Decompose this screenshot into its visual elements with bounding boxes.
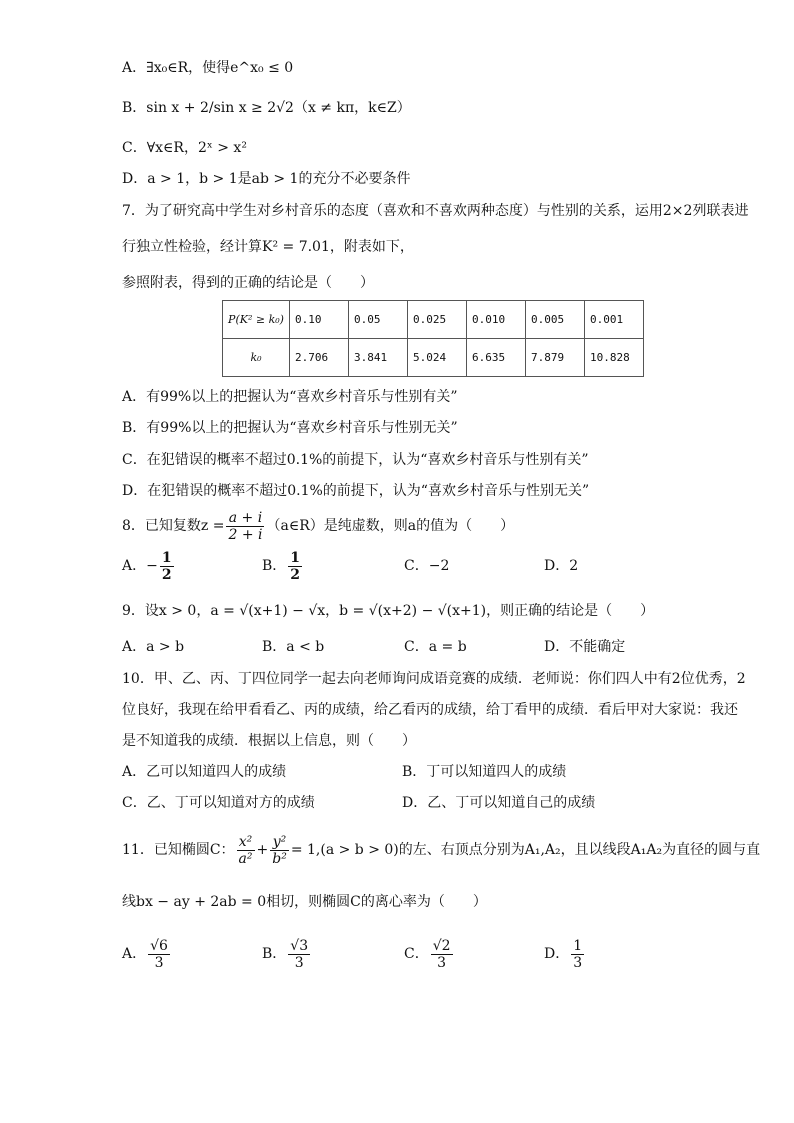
q11-option-a-fraction	[148, 938, 170, 971]
q8-frac-den: 2 + i	[228, 526, 263, 543]
frac-den: 2	[161, 566, 172, 583]
q8-option-b[interactable]	[262, 548, 304, 584]
q8-option-a-label: A．−	[122, 558, 158, 574]
frac-den: 3	[154, 954, 164, 971]
q7-option-c[interactable]: C．在犯错误的概率不超过0.1%的前提下，认为“喜欢乡村音乐与性别有关”	[122, 452, 589, 468]
q11-option-d-fraction	[571, 938, 584, 971]
q11-option-d[interactable]	[544, 936, 586, 972]
q10-stem-line2: 位良好，我现在给甲看看乙、丙的成绩，给乙看丙的成绩，给丁看甲的成绩．看后甲对大家说：我还	[122, 702, 738, 718]
q8-option-b-label: B．	[262, 558, 287, 574]
table-cell: 0.025	[408, 301, 467, 339]
table-header-cell: k₀	[223, 339, 290, 377]
table-cell: 2.706	[290, 339, 349, 377]
q11-middle: = 1,(a > b > 0)的左、右顶点分别为A₁,A₂，且以线段A₁A₂为直径的圆与直	[290, 842, 761, 858]
frac-den: 3	[294, 954, 304, 971]
table-cell: 0.10	[290, 301, 349, 339]
q11-option-a-label: A．	[122, 946, 147, 962]
frac-num: x²	[237, 834, 255, 851]
q10-option-d[interactable]: D．乙、丁可以知道自己的成绩	[402, 795, 596, 811]
table-row	[223, 339, 644, 377]
q7-option-a[interactable]: A．有99%以上的把握认为“喜欢乡村音乐与性别有关”	[122, 389, 458, 405]
q11-option-a[interactable]	[122, 936, 172, 972]
q7-stem-line1: 7．为了研究高中学生对乡村音乐的态度（喜欢和不喜欢两种态度）与性别的关系，运用2×2列联表进	[122, 203, 749, 219]
q7-option-b[interactable]: B．有99%以上的把握认为“喜欢乡村音乐与性别无关”	[122, 420, 458, 436]
q11-option-b-fraction	[288, 938, 310, 971]
q11-option-c[interactable]	[404, 936, 455, 972]
table-cell: 0.010	[467, 301, 526, 339]
table-cell: 10.828	[585, 339, 644, 377]
q6-option-c[interactable]: C．∀x∈R，2ˣ > x²	[122, 140, 247, 156]
q8-suffix: （a∈R）是纯虚数，则a的值为（ ）	[266, 518, 515, 534]
frac-num: 1	[573, 937, 583, 954]
table-cell: 7.879	[526, 339, 585, 377]
q7-reference-table	[222, 300, 644, 377]
frac-num: √6	[150, 937, 168, 954]
q6-option-d[interactable]: D．a > 1，b > 1是ab > 1的充分不必要条件	[122, 171, 411, 187]
q10-option-c[interactable]: C．乙、丁可以知道对方的成绩	[122, 795, 315, 811]
q9-option-d[interactable]: D．不能确定	[544, 639, 626, 655]
q9-option-a[interactable]: A．a > b	[122, 639, 185, 655]
q11-prefix: 11．已知椭圆C：	[122, 842, 235, 858]
table-cell: 0.005	[526, 301, 585, 339]
q10-option-b[interactable]: B．丁可以知道四人的成绩	[402, 764, 567, 780]
q8-option-c[interactable]: C．−2	[404, 558, 450, 574]
q8-option-b-fraction	[288, 550, 302, 583]
table-cell: 3.841	[349, 339, 408, 377]
table-cell: 5.024	[408, 339, 467, 377]
q6-option-b[interactable]: B．sin x + 2/sin x ≥ 2√2（x ≠ kπ，k∈Z）	[122, 100, 411, 116]
table-cell: 6.635	[467, 339, 526, 377]
frac-den: a²	[238, 850, 253, 867]
table-cell: 0.001	[585, 301, 644, 339]
q7-stem-line3: 参照附表，得到的正确的结论是（ ）	[122, 275, 374, 291]
frac-num: 1	[161, 549, 172, 566]
q11-option-d-label: D．	[544, 946, 570, 962]
q9-option-b[interactable]: B．a < b	[262, 639, 325, 655]
q8-option-a-fraction	[160, 550, 174, 583]
q11-y-fraction	[270, 834, 289, 867]
frac-den: b²	[272, 850, 287, 867]
frac-den: 2	[290, 566, 301, 583]
table-row	[223, 301, 644, 339]
frac-num: 1	[290, 549, 301, 566]
q9-stem: 9．设x > 0，a = √(x+1) − √x，b = √(x+2) − √(x+1)，则正确的结论是（ ）	[122, 603, 655, 619]
q11-option-b[interactable]	[262, 936, 312, 972]
frac-num: √3	[290, 937, 309, 954]
frac-den: 3	[573, 954, 583, 971]
q11-x-fraction	[237, 834, 255, 867]
q11-option-c-label: C．	[404, 946, 429, 962]
frac-den: 3	[437, 954, 447, 971]
q11-stem-line2: 线bx − ay + 2ab = 0相切，则椭圆C的离心率为（ ）	[122, 894, 487, 910]
q6-option-a[interactable]: A．∃x₀∈R，使得e^x₀ ≤ 0	[122, 60, 294, 76]
q11-option-b-label: B．	[262, 946, 287, 962]
q11-stem-line1	[122, 832, 760, 868]
q11-option-c-fraction	[431, 938, 453, 971]
q7-option-d[interactable]: D．在犯错误的概率不超过0.1%的前提下，认为“喜欢乡村音乐与性别无关”	[122, 483, 590, 499]
q9-option-c[interactable]: C．a = b	[404, 639, 467, 655]
table-cell: 0.05	[349, 301, 408, 339]
frac-num: √2	[432, 937, 451, 954]
frac-num: y²	[270, 834, 289, 851]
q8-stem	[122, 508, 514, 544]
table-header-cell: P(K² ≥ k₀)	[223, 301, 290, 339]
q10-stem-line3: 是不知道我的成绩．根据以上信息，则（ ）	[122, 733, 416, 749]
q7-stem-line2: 行独立性检验，经计算K² = 7.01，附表如下，	[122, 239, 414, 255]
q10-option-a[interactable]: A．乙可以知道四人的成绩	[122, 764, 287, 780]
q11-plus: +	[256, 842, 269, 858]
q8-option-a[interactable]	[122, 548, 176, 584]
q8-frac-num: a + i	[226, 510, 264, 527]
q8-fraction	[226, 510, 264, 543]
q8-option-d[interactable]: D．2	[544, 558, 579, 574]
q8-prefix: 8．已知复数z =	[122, 518, 225, 534]
q10-stem-line1: 10．甲、乙、丙、丁四位同学一起去向老师询问成语竞赛的成绩．老师说：你们四人中有2位优秀，2	[122, 671, 746, 687]
